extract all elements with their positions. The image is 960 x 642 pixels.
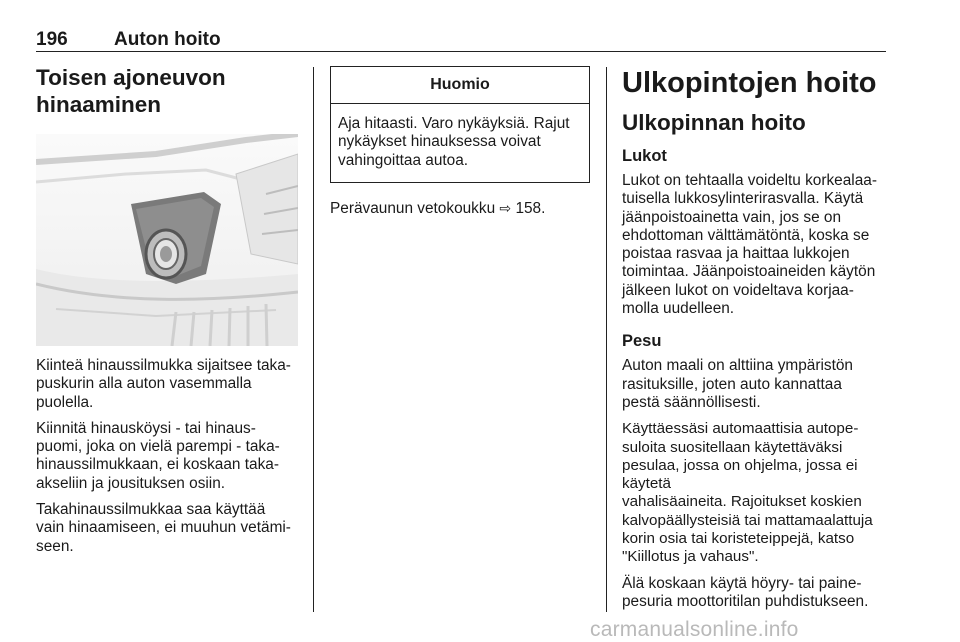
cross-reference-page: 158. bbox=[515, 199, 546, 217]
section-heading-towing: Toisen ajoneuvon hinaaminen bbox=[36, 65, 226, 117]
heading-washing: Pesu bbox=[622, 332, 662, 351]
notice-title: Huomio bbox=[331, 67, 589, 104]
middle-column bbox=[330, 66, 592, 218]
notice-body bbox=[331, 104, 589, 182]
right-column bbox=[622, 66, 890, 611]
left-column bbox=[36, 64, 302, 556]
column-divider-1 bbox=[313, 67, 314, 612]
paragraph-tow-eye-location: Kiinteä hinaussilmukka sijaitsee taka- puskurin alla auton vasemmalla puolella. bbox=[36, 357, 291, 411]
heading-locks: Lukot bbox=[622, 147, 667, 165]
cross-reference-text: Perävaunun vetokoukku bbox=[330, 199, 496, 217]
notice-text: Aja hitaasti. Varo nykäyksiä. Rajut nykäykset hinauksessa voivat vahingoittaa autoa. bbox=[338, 115, 570, 169]
page-number: 196 bbox=[36, 29, 68, 50]
paragraph-locks: Lukot on tehtaalla voideltu korkealaa- tuisella lukkosylinterirasvalla. Käytä jäänpoistoainetta vain, jos se on ehdottoman välttämätöntä, koska se poistaa rasvaa ja haittaa lukkojen toimintaa. Jäänpoistoaineiden käytön jälkeen lukot on voideltava korjaa- molla uudelleen. bbox=[622, 172, 877, 318]
section-heading-exterior-care: Ulkopintojen hoito bbox=[622, 67, 877, 99]
tow-eye-illustration bbox=[36, 134, 298, 346]
header-rule bbox=[36, 51, 886, 52]
caution-notice bbox=[330, 66, 590, 183]
column-divider-2 bbox=[606, 67, 607, 612]
paragraph-washing-2: Käyttäessäsi automaattisia autope- suloita suositellaan käytettäväksi pesulaa, jossa on ohjelma, jossa ei käytetä vahalisäaineita. Rajoitukset koskien kalvopäällysteisiä tai mattamaalattuja korin osia tai koristeteippejä, katso "Kiillotus ja vahaus". bbox=[622, 420, 873, 566]
paragraph-tow-rope: Kiinnitä hinausköysi - tai hinaus- puomi, joka on vielä parempi - taka- hinaussilmukkaan, ei koskaan taka- akseliin ja jousituksen osiin. bbox=[36, 419, 280, 492]
chapter-title: Auton hoito bbox=[114, 29, 221, 50]
watermark: carmanualsonline.info bbox=[590, 618, 799, 641]
cross-reference bbox=[330, 199, 592, 218]
subsection-heading-exterior: Ulkopinnan hoito bbox=[622, 110, 806, 135]
arrow-right-icon: ⇨ bbox=[499, 199, 512, 216]
paragraph-washing-1: Auton maali on alttiina ympäristön rasituksille, joten auto kannattaa pestä säännöllisesti. bbox=[622, 357, 853, 411]
paragraph-tow-eye-usage: Takahinaussilmukkaa saa käyttää vain hinaamiseen, ei muuhun vetämi- seen. bbox=[36, 501, 291, 555]
paragraph-washing-3: Älä koskaan käytä höyry- tai paine- pesuria moottoritilan puhdistukseen. bbox=[622, 574, 869, 610]
